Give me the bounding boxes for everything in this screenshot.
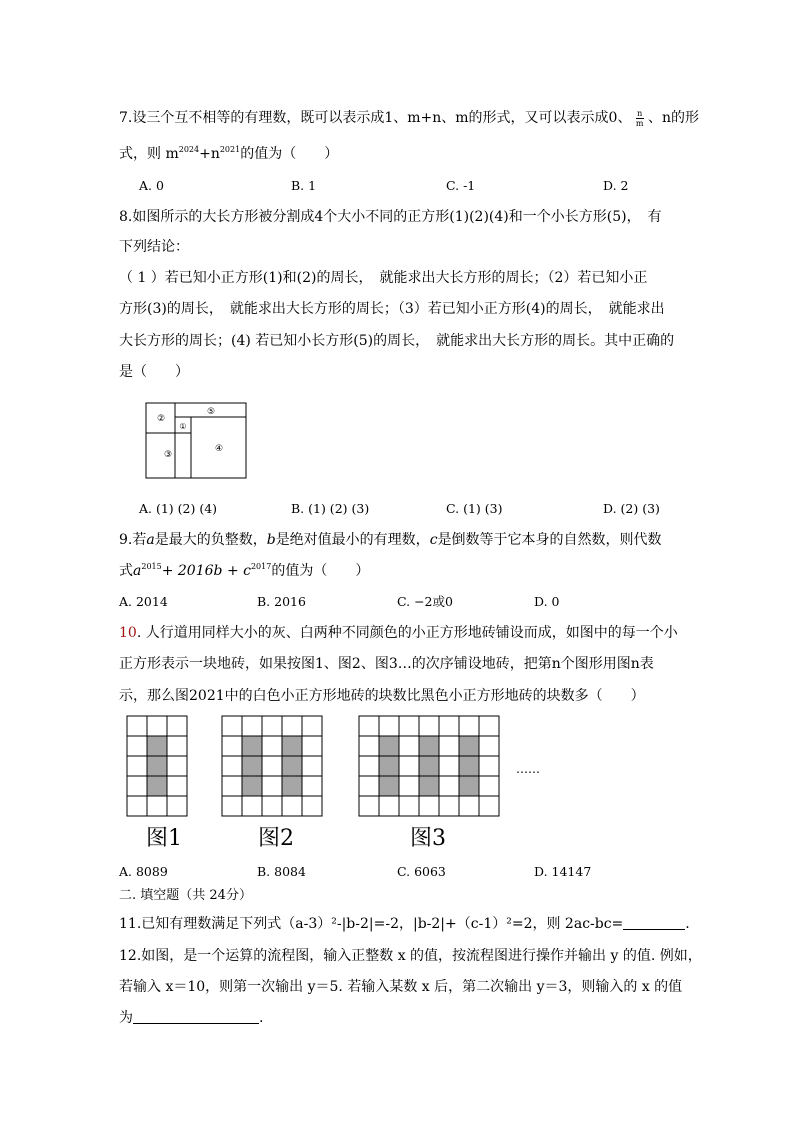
gray-tile	[147, 736, 167, 756]
q12-line1: 12.如图，是一个运算的流程图，输入正整数 x 的值，按流程图进行操作并输出 y 的值. 例如，	[119, 948, 702, 964]
q10-figure-1	[126, 715, 188, 817]
white-tile	[282, 796, 302, 816]
white-tile	[359, 736, 379, 756]
q7-line2: 式，则 $m^{2024}+n^{2021}$的值为（ ）	[119, 145, 339, 162]
q10-option-c[interactable]: C. 6063	[397, 864, 446, 879]
white-tile	[222, 756, 242, 776]
white-tile	[222, 736, 242, 756]
white-tile	[282, 716, 302, 736]
q7-option-c[interactable]: C. -1	[446, 178, 476, 193]
white-tile	[419, 716, 439, 736]
section-2-title: 二. 填空题（共 24分）	[119, 888, 252, 903]
white-tile	[399, 716, 419, 736]
white-tile	[399, 776, 419, 796]
white-tile	[459, 716, 479, 736]
q8-label-1: ①	[179, 422, 187, 431]
white-tile	[419, 796, 439, 816]
white-tile	[127, 756, 147, 776]
q8-option-a[interactable]: A. (1) (2) (4)	[139, 501, 218, 516]
q10-fig1-label: 图1	[146, 826, 182, 851]
gray-tile	[242, 776, 262, 796]
gray-tile	[459, 756, 479, 776]
q10-line2: 正方形表示一块地砖，如果按图1、图2、图3…的次序铺设地砖，把第n个图形用图n表	[119, 656, 654, 672]
white-tile	[127, 776, 147, 796]
gray-tile	[147, 776, 167, 796]
q8-line5: 大长方形的周长；(4) 若已知小长方形(5)的周长， 就能求出大长方形的周长。其中正确的	[119, 333, 675, 349]
gray-tile	[419, 776, 439, 796]
q9-line2: 式$a^{2015}+ 2016b + c^{2017}$的值为（ ）	[119, 562, 370, 579]
white-tile	[479, 716, 499, 736]
q10-figure-3	[358, 715, 500, 817]
white-tile	[439, 736, 459, 756]
white-tile	[479, 756, 499, 776]
white-tile	[302, 736, 322, 756]
q11-answer-blank[interactable]	[623, 915, 685, 930]
white-tile	[379, 716, 399, 736]
white-tile	[399, 736, 419, 756]
white-tile	[167, 716, 187, 736]
q8-option-c[interactable]: C. (1) (3)	[446, 501, 503, 516]
white-tile	[262, 716, 282, 736]
white-tile	[147, 796, 167, 816]
q9-option-d[interactable]: D. 0	[534, 594, 560, 609]
q10-option-a[interactable]: A. 8089	[119, 864, 168, 879]
q9-line1: 9.若a是最大的负整数，b是绝对值最小的有理数，c是倒数等于它本身的自然数，则代数	[119, 532, 662, 548]
white-tile	[167, 796, 187, 816]
white-tile	[439, 776, 459, 796]
white-tile	[439, 756, 459, 776]
white-tile	[147, 716, 167, 736]
white-tile	[262, 736, 282, 756]
white-tile	[302, 716, 322, 736]
white-tile	[127, 736, 147, 756]
gray-tile	[147, 756, 167, 776]
white-tile	[359, 756, 379, 776]
white-tile	[459, 796, 479, 816]
q8-label-4: ④	[214, 444, 224, 454]
white-tile	[399, 756, 419, 776]
q7-fraction: $\frac{n}{m}$	[635, 108, 644, 128]
q7-line1: 7.设三个互不相等的有理数，既可以表示成1、m+n、m的形式，又可以表示成0、 $\frac{n}{m}$ 、n的形	[119, 108, 699, 128]
white-tile	[262, 776, 282, 796]
q8-line1: 8.如图所示的大长方形被分割成4个大小不同的正方形(1)(2)(4)和一个小长方形(5)， 有	[119, 209, 662, 225]
gray-tile	[459, 736, 479, 756]
gray-tile	[242, 736, 262, 756]
q8-line4: 方形(3)的周长， 就能求出大长方形的周长；（3）若已知小正方形(4)的周长， 就能求出	[119, 301, 665, 317]
gray-tile	[459, 776, 479, 796]
q11-line: 11.已知有理数满足下列式（a-3）²-|b-2|=-2，|b-2|+（c-1）²=2，则 2ac-bc= .	[119, 916, 690, 932]
white-tile	[359, 716, 379, 736]
q8-option-d[interactable]: D. (2) (3)	[603, 501, 660, 516]
white-tile	[222, 776, 242, 796]
q12-answer-blank[interactable]	[133, 1009, 259, 1024]
white-tile	[479, 796, 499, 816]
white-tile	[167, 756, 187, 776]
white-tile	[167, 776, 187, 796]
gray-tile	[419, 736, 439, 756]
q10-line1: 10. 人行道用同样大小的灰、白两种不同颜色的小正方形地砖铺设而成，如图中的每一个小	[119, 625, 678, 641]
white-tile	[439, 796, 459, 816]
q10-line3: 示，那么图2021中的白色小正方形地砖的块数比黑色小正方形地砖的块数多（ ）	[119, 688, 645, 704]
gray-tile	[379, 776, 399, 796]
white-tile	[439, 716, 459, 736]
q10-option-b[interactable]: B. 8084	[257, 864, 306, 879]
q12-line3: 为 .	[119, 1010, 264, 1026]
q12-line2: 若输入 x＝10，则第一次输出 y＝5. 若输入某数 x 后，第二次输出 y＝3，则输入的 x 的值	[119, 979, 683, 995]
gray-tile	[242, 756, 262, 776]
white-tile	[302, 776, 322, 796]
q8-option-b[interactable]: B. (1) (2) (3)	[291, 501, 370, 516]
white-tile	[359, 796, 379, 816]
white-tile	[379, 796, 399, 816]
q8-rectangle-figure	[145, 402, 249, 480]
gray-tile	[379, 736, 399, 756]
white-tile	[222, 716, 242, 736]
white-tile	[302, 796, 322, 816]
q8-line2: 下列结论：	[119, 239, 189, 255]
q10-fig3-label: 图3	[410, 826, 446, 851]
white-tile	[242, 796, 262, 816]
gray-tile	[379, 756, 399, 776]
gray-tile	[282, 736, 302, 756]
white-tile	[479, 776, 499, 796]
q9-option-b[interactable]: B. 2016	[257, 594, 306, 609]
white-tile	[242, 716, 262, 736]
white-tile	[359, 776, 379, 796]
white-tile	[127, 796, 147, 816]
q8-label-5: ⑤	[206, 407, 216, 417]
q8-line3: （ 1 ）若已知小正方形(1)和(2)的周长， 就能求出大长方形的周长；（2）若已知小正	[119, 270, 648, 286]
q10-option-d[interactable]: D. 14147	[534, 864, 592, 879]
white-tile	[399, 796, 419, 816]
gray-tile	[282, 756, 302, 776]
q8-line6: 是（ ）	[119, 364, 189, 380]
q8-label-2: ②	[156, 414, 166, 424]
q7-option-d[interactable]: D. 2	[603, 178, 629, 193]
q7-option-a[interactable]: A. 0	[139, 178, 164, 193]
white-tile	[222, 796, 242, 816]
white-tile	[262, 796, 282, 816]
q10-figure-2	[221, 715, 323, 817]
white-tile	[479, 736, 499, 756]
q9-option-a[interactable]: A. 2014	[119, 594, 168, 609]
gray-tile	[282, 776, 302, 796]
gray-tile	[419, 756, 439, 776]
q10-ellipsis: ……	[516, 762, 540, 776]
white-tile	[262, 756, 282, 776]
q8-label-3: ③	[163, 450, 173, 460]
q7-option-b[interactable]: B. 1	[291, 178, 317, 193]
white-tile	[302, 756, 322, 776]
white-tile	[167, 736, 187, 756]
q10-fig2-label: 图2	[258, 826, 294, 851]
white-tile	[127, 716, 147, 736]
q9-option-c[interactable]: C. −2或0	[397, 594, 453, 609]
